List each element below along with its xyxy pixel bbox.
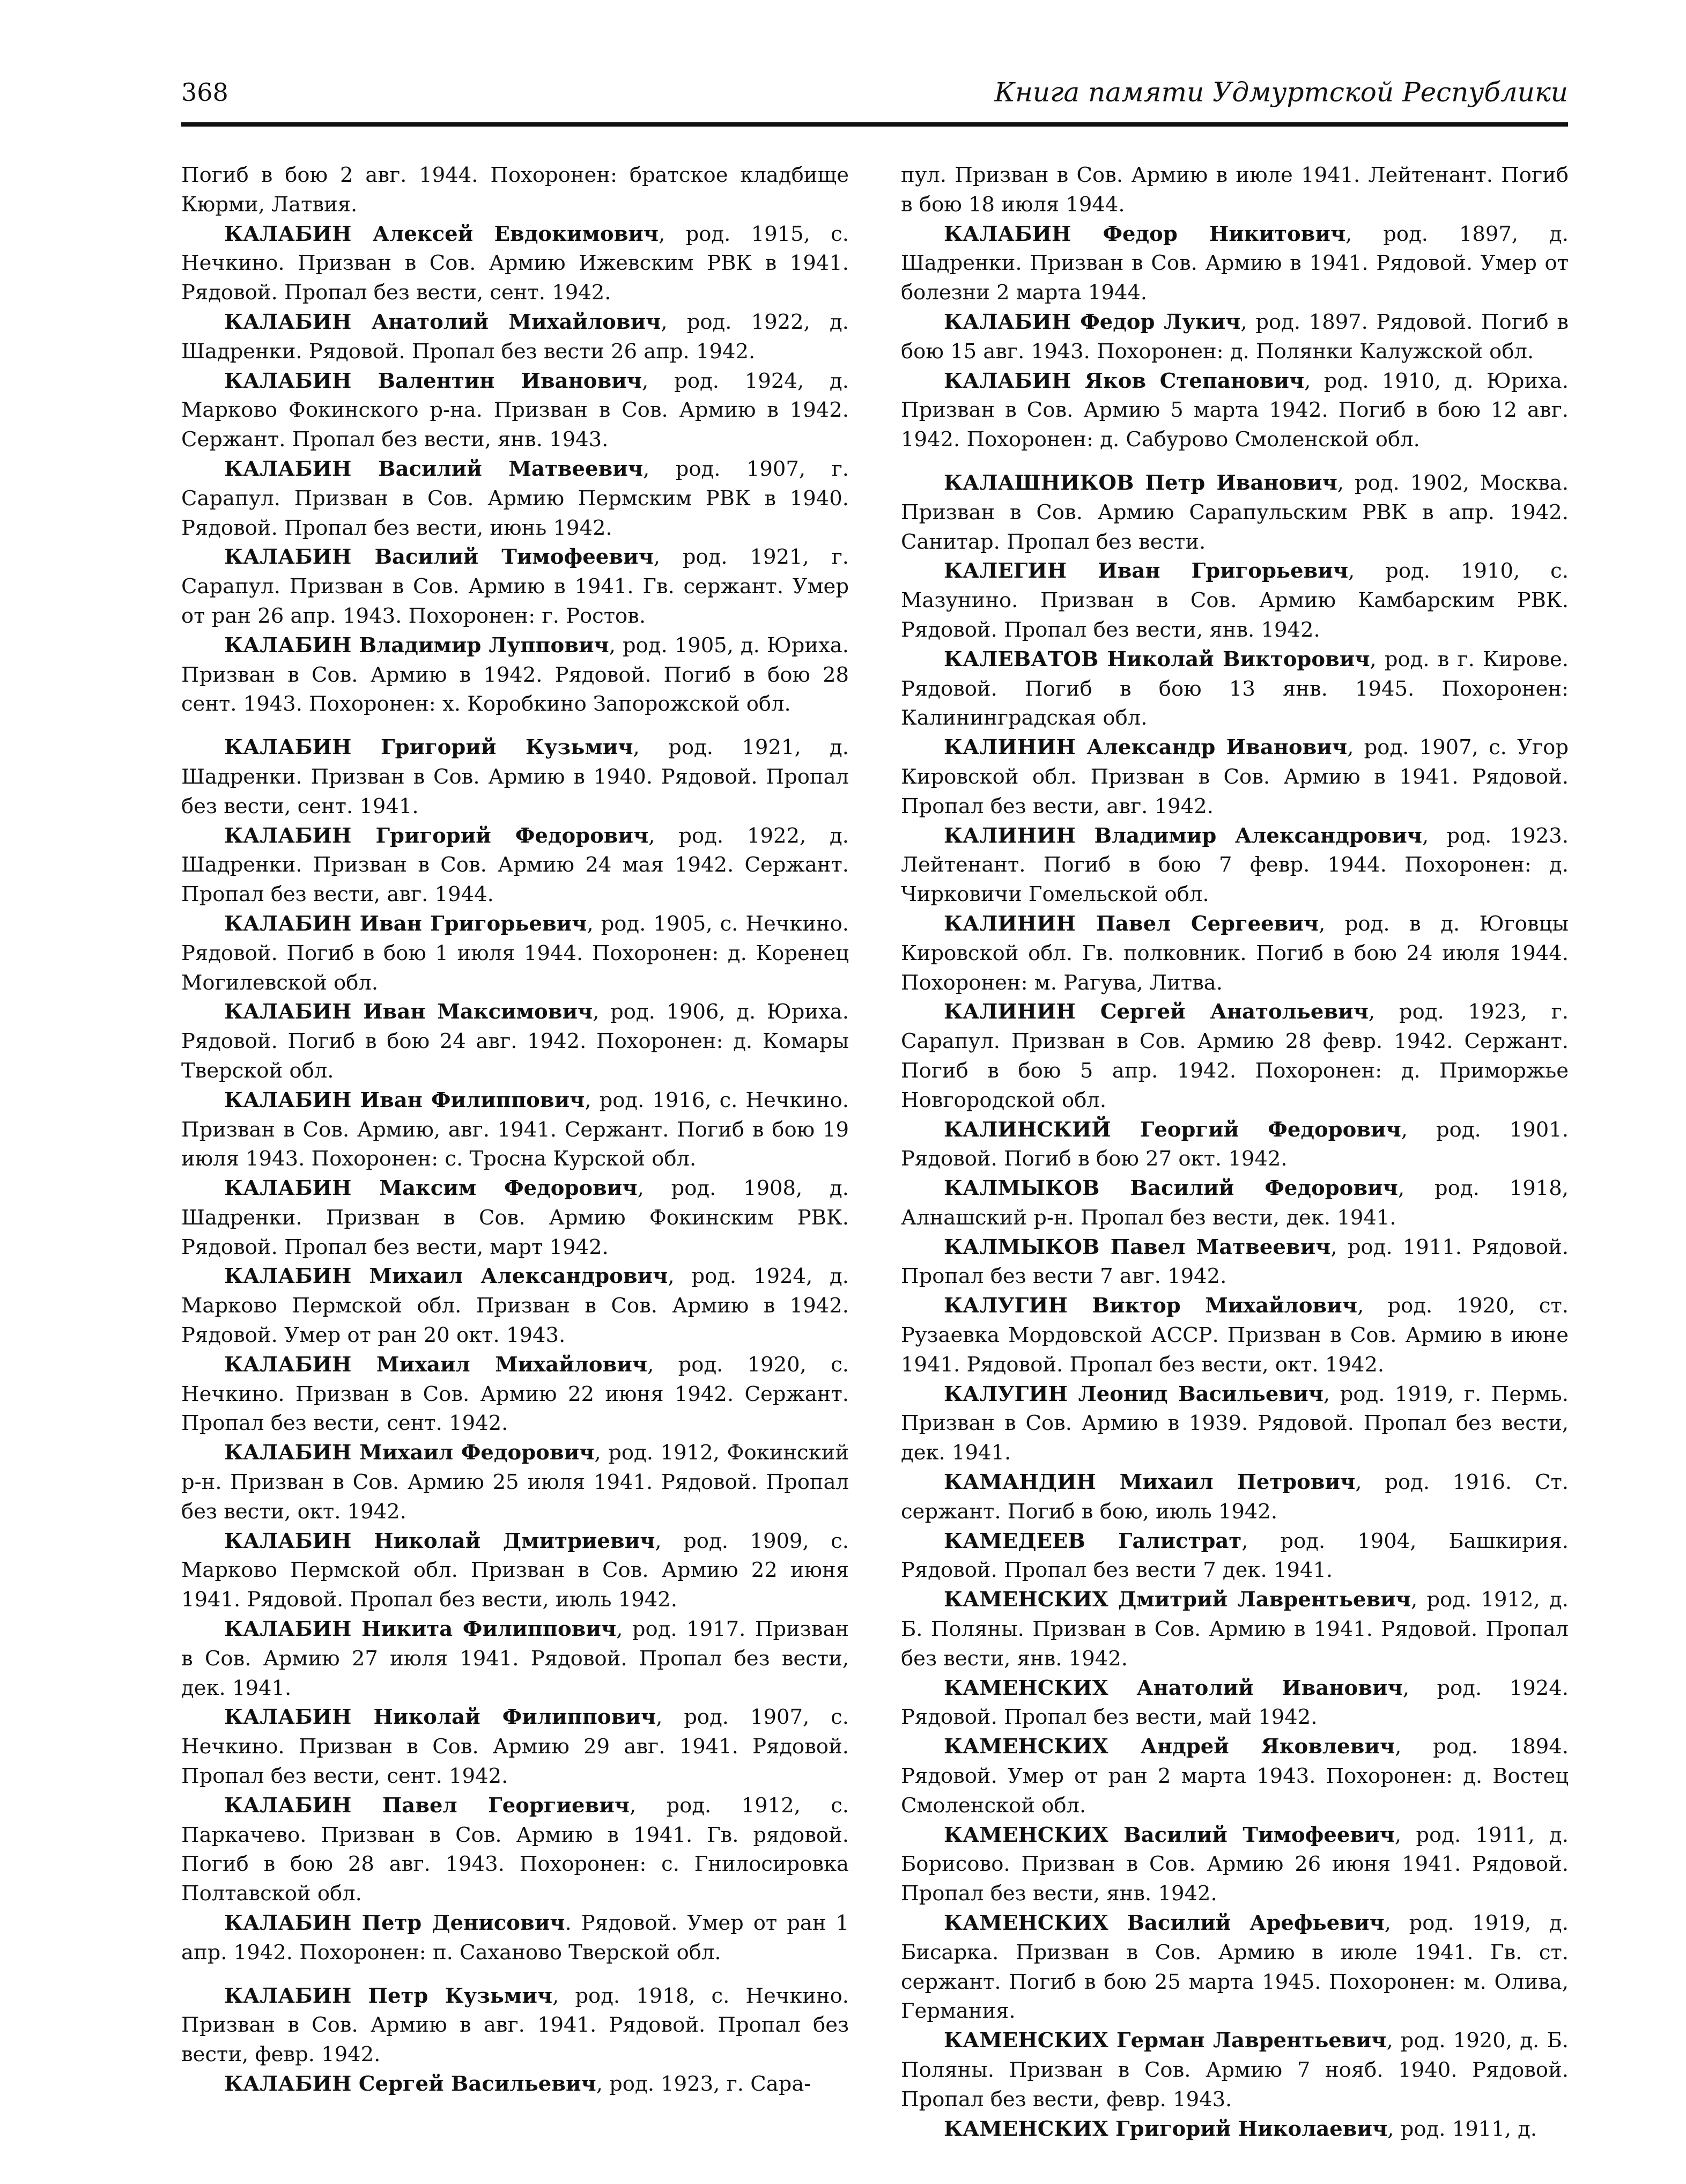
memorial-entry — [901, 161, 1569, 220]
entry-details: , род. 1908, д. Шадренки. Призван в Сов. Армию Фокинским РВК. Рядовой. Пропал без вести, март 1942. — [181, 1176, 849, 1259]
person-name: КАЛАБИН Григорий Кузьмич — [224, 735, 633, 760]
person-name: КАМАНДИН Михаил Петрович — [944, 1470, 1356, 1495]
memorial-entry — [901, 557, 1569, 645]
person-name: КАЛИНИН Александр Иванович — [944, 735, 1348, 760]
entry-details: , род. 1897, д. Шадренки. Призван в Сов. Армию в 1941. Рядовой. Умер от болезни 2 марта 1944. — [901, 222, 1569, 305]
page-number: 368 — [181, 78, 228, 107]
running-title: Книга памяти Удмуртской Республики — [994, 77, 1568, 108]
person-name: КАЛМЫКОВ Василий Федорович — [944, 1176, 1398, 1201]
person-name: КАЛАБИН Василий Тимофеевич — [224, 545, 654, 570]
memorial-entry — [181, 220, 849, 308]
entry-details: , род. 1905, с. Нечкино. Рядовой. Погиб в бою 1 июля 1944. Похоронен: д. Коренец Могилевской обл. — [181, 911, 849, 995]
memorial-entry — [901, 220, 1569, 308]
person-name: КАЛАБИН Павел Георгиевич — [224, 1793, 630, 1818]
person-name: КАЛИНИН Сергей Анатольевич — [944, 1000, 1369, 1024]
entry-details: , род. 1912, с. Паркачево. Призван в Сов. Армию в 1941. Гв. рядовой. Погиб в бою 28 авг. 1943. Похоронен: с. Гнилосировка Полтавской обл. — [181, 1793, 849, 1906]
person-name: КАМЕДЕЕВ Галистрат — [944, 1529, 1242, 1553]
person-name: КАЛАБИН Иван Максимович — [224, 1000, 593, 1024]
person-name: КАЛАБИН Сергей Васильевич — [224, 2072, 596, 2096]
person-name: КАЛАБИН Михаил Михайлович — [224, 1352, 648, 1377]
entry-details: , род. 1904, Башкирия. Рядовой. Пропал без вести 7 дек. 1941. — [901, 1529, 1569, 1583]
entry-details: , род. 1911. Рядовой. Пропал без вести 7 авг. 1942. — [901, 1235, 1569, 1289]
person-name: КАЛАБИН Михаил Федорович — [224, 1441, 595, 1465]
memorial-entry — [181, 543, 849, 631]
memorial-entry — [181, 910, 849, 998]
memorial-entry — [901, 1821, 1569, 1909]
memorial-entry — [901, 2115, 1569, 2144]
person-name: КАЛАБИН Иван Григорьевич — [224, 911, 587, 936]
entry-details: , род. 1911, д. Борисово. Призван в Сов. Армию 26 июня 1941. Рядовой. Пропал без вести, янв. 1942. — [901, 1823, 1569, 1906]
person-name: КАМЕНСКИХ Василий Арефьевич — [944, 1911, 1385, 1936]
entry-details: , род. 1894. Рядовой. Умер от ран 2 марта 1943. Похоронен: д. Востец Смоленской обл. — [901, 1735, 1569, 1818]
memorial-entry — [181, 1262, 849, 1350]
entry-details: , род. 1911, д. — [1387, 2116, 1537, 2141]
entry-details: , род. 1916. Ст. сержант. Погиб в бою, июль 1942. — [901, 1470, 1569, 1524]
entry-details: , род. 1912, д. Б. Поляны. Призван в Сов. Армию в 1941. Рядовой. Пропал без вести, янв. 1942. — [901, 1588, 1569, 1671]
person-name: КАМЕНСКИХ Дмитрий Лаврентьевич — [944, 1588, 1411, 1612]
memorial-entry — [181, 455, 849, 543]
entry-details: , род. 1921, г. Сарапул. Призван в Сов. Армию в 1941. Гв. сержант. Умер от ран 26 апр. 1943. Похоронен: г. Ростов. — [181, 545, 849, 628]
entry-details: , род. в д. Юговцы Кировской обл. Гв. полковник. Погиб в бою 24 июля 1944. Похоронен: м. Рагува, Литва. — [901, 911, 1569, 995]
memorial-entry — [181, 1438, 849, 1526]
memorial-entry — [901, 1674, 1569, 1733]
entry-details: , род. 1910, с. Мазунино. Призван в Сов. Армию Камбарским РВК. Рядовой. Пропал без вести, янв. 1942. — [901, 559, 1569, 642]
person-name: КАЛИНСКИЙ Георгий Федорович — [944, 1117, 1401, 1142]
person-name: КАЛМЫКОВ Павел Матвеевич — [944, 1235, 1331, 1259]
left-column — [181, 161, 849, 2099]
person-name: КАЛИНИН Павел Сергеевич — [944, 911, 1319, 936]
memorial-entry — [181, 631, 849, 719]
memorial-entry — [901, 733, 1569, 821]
memorial-entry — [181, 308, 849, 367]
memorial-entry — [901, 1585, 1569, 1673]
person-name: КАЛАБИН Николай Дмитриевич — [224, 1529, 655, 1553]
entry-details: , род. 1921, д. Шадренки. Призван в Сов. Армию в 1940. Рядовой. Пропал без вести, сент. 1941. — [181, 735, 849, 818]
person-name: КАЛАБИН Яков Степанович — [944, 368, 1305, 393]
entry-details: , род. 1915, с. Нечкино. Призван в Сов. Армию Ижевским РВК в 1941. Рядовой. Пропал без вести, сент. 1942. — [181, 222, 849, 305]
memorial-entry — [901, 822, 1569, 910]
entry-details: , род. 1922, д. Шадренки. Рядовой. Пропал без вести 26 апр. 1942. — [181, 309, 849, 364]
memorial-entry — [901, 1380, 1569, 1468]
memorial-entry — [181, 998, 849, 1086]
entry-details: , род. 1901. Рядовой. Погиб в бою 27 окт. 1942. — [901, 1117, 1569, 1171]
memorial-entry — [181, 1909, 849, 1968]
person-name: КАЛАБИН Федор Лукич — [944, 309, 1241, 334]
entry-details: , род. 1924. Рядовой. Пропал без вести, май 1942. — [901, 1676, 1569, 1730]
memorial-entry — [181, 822, 849, 910]
entry-details: , род. 1918, Алнашский р-н. Пропал без вести, дек. 1941. — [901, 1176, 1569, 1230]
entry-details: , род. 1920, д. Б. Поляны. Призван в Сов. Армию 7 нояб. 1940. Рядовой. Пропал без вести, февр. 1943. — [901, 2028, 1569, 2112]
memorial-entry — [901, 1468, 1569, 1527]
memorial-entry — [901, 1292, 1569, 1379]
entry-details: , род. 1907, с. Нечкино. Призван в Сов. Армию 29 авг. 1941. Рядовой. Пропал без вести, сент. 1942. — [181, 1705, 849, 1789]
memorial-entry — [181, 1791, 849, 1909]
person-name: КАЛУГИН Леонид Васильевич — [944, 1382, 1323, 1406]
memorial-entry — [901, 1732, 1569, 1820]
entry-details: , род. 1917. Призван в Сов. Армию 27 июля 1941. Рядовой. Пропал без вести, дек. 1941. — [181, 1617, 849, 1700]
entry-details: , род. 1906, д. Юриха. Рядовой. Погиб в бою 24 авг. 1942. Похоронен: д. Комары Тверской обл. — [181, 1000, 849, 1083]
header-rule — [181, 122, 1568, 127]
memorial-entry — [901, 1174, 1569, 1233]
memorial-entry — [181, 733, 849, 821]
memorial-entry — [901, 1116, 1569, 1175]
person-name: КАЛАБИН Михаил Александрович — [224, 1264, 668, 1289]
entry-details: , род. 1924, д. Марково Фокинского р-на. Призван в Сов. Армию в 1942. Сержант. Пропал без вести, янв. 1943. — [181, 368, 849, 452]
person-name: КАМЕНСКИХ Василий Тимофеевич — [944, 1823, 1395, 1847]
person-name: КАЛАБИН Федор Никитович — [944, 222, 1346, 246]
right-column — [901, 161, 1569, 2144]
entry-details: . Рядовой. Умер от ран 1 апр. 1942. Похоронен: п. Саханово Тверской обл. — [181, 1911, 849, 1965]
person-name: КАЛЕГИН Иван Григорьевич — [944, 559, 1349, 584]
memorial-entry — [901, 1527, 1569, 1586]
entry-details: , род. в г. Кирове. Рядовой. Погиб в бою 13 янв. 1945. Похоронен: Калининградская обл. — [901, 647, 1569, 731]
person-name: КАЛАБИН Петр Денисович — [224, 1911, 565, 1936]
memorial-entry — [181, 367, 849, 455]
person-name: КАЛАБИН Николай Филиппович — [224, 1705, 656, 1730]
person-name: КАЛЕВАТОВ Николай Викторович — [944, 647, 1370, 672]
memorial-entry — [901, 1233, 1569, 1292]
memorial-entry — [181, 1703, 849, 1791]
person-name: КАМЕНСКИХ Григорий Николаевич — [944, 2116, 1388, 2141]
person-name: КАЛАБИН Валентин Иванович — [224, 368, 642, 393]
entry-details: , род. 1923. Лейтенант. Погиб в бою 7 февр. 1944. Похоронен: д. Чирковичи Гомельской обл. — [901, 823, 1569, 907]
memorial-entry — [181, 2070, 849, 2099]
person-name: КАЛУГИН Виктор Михайлович — [944, 1294, 1358, 1318]
memorial-entry — [901, 469, 1569, 557]
memorial-entry — [901, 367, 1569, 455]
memorial-entry — [181, 1351, 849, 1438]
memorial-entry — [901, 998, 1569, 1115]
entry-details: , род. 1902, Москва. Призван в Сов. Армию Сарапульским РВК в апр. 1942. Санитар. Пропал без вести. — [901, 470, 1569, 554]
person-name: КАЛИНИН Владимир Александрович — [944, 823, 1422, 848]
entry-details: , род. 1910, д. Юриха. Призван в Сов. Армию 5 марта 1942. Погиб в бою 12 авг. 1942. Похоронен: д. Сабурово Смоленской обл. — [901, 368, 1569, 452]
person-name: КАЛАБИН Максим Федорович — [224, 1176, 638, 1201]
memorial-entry — [901, 645, 1569, 733]
entry-details: , род. 1924, д. Марково Пермской обл. Призван в Сов. Армию в 1942. Рядовой. Умер от ран 20 окт. 1943. — [181, 1264, 849, 1348]
entry-details: , род. 1923, г. Сара- — [596, 2072, 811, 2096]
memorial-entry — [901, 308, 1569, 367]
person-name: КАЛАБИН Петр Кузьмич — [224, 1983, 553, 2008]
person-name: КАЛАШНИКОВ Петр Иванович — [944, 470, 1337, 495]
memorial-entry — [901, 910, 1569, 998]
memorial-entry — [181, 1615, 849, 1703]
entry-details: , род. 1897. Рядовой. Погиб в бою 15 авг. 1943. Похоронен: д. Полянки Калужской обл. — [901, 309, 1569, 364]
memorial-entry — [181, 1982, 849, 2070]
entry-details: , род. 1920, с. Нечкино. Призван в Сов. Армию 22 июня 1942. Сержант. Пропал без вести, сент. 1942. — [181, 1352, 849, 1436]
entry-details: , род. 1907, с. Угор Кировской обл. Призван в Сов. Армию в 1941. Рядовой. Пропал без вести, авг. 1942. — [901, 735, 1569, 818]
memorial-entry — [181, 1527, 849, 1615]
person-name: КАМЕНСКИХ Анатолий Иванович — [944, 1676, 1403, 1700]
entry-details: , род. 1920, ст. Рузаевка Мордовской АССР. Призван в Сов. Армию в июне 1941. Рядовой. Пропал без вести, окт. 1942. — [901, 1294, 1569, 1377]
entry-details: , род. 1923, г. Сарапул. Призван в Сов. Армию 28 февр. 1942. Сержант. Погиб в бою 5 апр. 1942. Похоронен: д. Приморжье Новгородской обл. — [901, 1000, 1569, 1112]
person-name: КАЛАБИН Алексей Евдокимович — [224, 222, 659, 246]
person-name: КАЛАБИН Григорий Федорович — [224, 823, 649, 848]
memorial-entry — [181, 161, 849, 220]
entry-details: , род. 1909, с. Марково Пермской обл. Призван в Сов. Армию 22 июня 1941. Рядовой. Пропал без вести, июль 1942. — [181, 1529, 849, 1612]
person-name: КАЛАБИН Никита Филиппович — [224, 1617, 617, 1642]
person-name: КАЛАБИН Василий Матвеевич — [224, 456, 644, 481]
person-name: КАМЕНСКИХ Герман Лаврентьевич — [944, 2028, 1387, 2053]
entry-details: , род. 1919, д. Бисарка. Призван в Сов. Армию в июле 1941. Гв. ст. сержант. Погиб в бою 25 марта 1945. Похоронен: м. Олива, Германия. — [901, 1911, 1569, 2024]
memorial-entry — [181, 1086, 849, 1174]
person-name: КАМЕНСКИХ Андрей Яковлевич — [944, 1735, 1395, 1759]
entry-details: , род. 1919, г. Пермь. Призван в Сов. Армию в 1939. Рядовой. Пропал без вести, дек. 1941. — [901, 1382, 1569, 1465]
entry-details: , род. 1912, Фокинский р-н. Призван в Сов. Армию 25 июля 1941. Рядовой. Пропал без вести, окт. 1942. — [181, 1441, 849, 1524]
entry-details: , род. 1905, д. Юриха. Призван в Сов. Армию в 1942. Рядовой. Погиб в бою 28 сент. 1943. Похоронен: х. Коробкино Запорожской обл. — [181, 633, 849, 717]
entry-details: , род. 1922, д. Шадренки. Призван в Сов. Армию 24 мая 1942. Сержант. Пропал без вести, авг. 1944. — [181, 823, 849, 907]
entry-details: , род. 1916, с. Нечкино. Призван в Сов. Армию, авг. 1941. Сержант. Погиб в бою 19 июля 1943. Похоронен: с. Тросна Курской обл. — [181, 1088, 849, 1171]
person-name: КАЛАБИН Анатолий Михайлович — [224, 309, 661, 334]
entry-details: , род. 1918, с. Нечкино. Призван в Сов. Армию в авг. 1941. Рядовой. Пропал без вести, февр. 1942. — [181, 1983, 849, 2067]
person-name: КАЛАБИН Владимир Луппович — [224, 633, 609, 658]
memorial-entry — [901, 1909, 1569, 2026]
memorial-entry — [181, 1174, 849, 1262]
entry-details: , род. 1907, г. Сарапул. Призван в Сов. Армию Пермским РВК в 1940. Рядовой. Пропал без вести, июнь 1942. — [181, 456, 849, 540]
person-name: КАЛАБИН Иван Филиппович — [224, 1088, 585, 1112]
memorial-entry — [901, 2026, 1569, 2114]
entry-details: пул. Призван в Сов. Армию в июле 1941. Лейтенант. Погиб в бою 18 июля 1944. — [901, 163, 1569, 217]
entry-details: Погиб в бою 2 авг. 1944. Похоронен: братское кладбище Кюрми, Латвия. — [181, 163, 849, 217]
